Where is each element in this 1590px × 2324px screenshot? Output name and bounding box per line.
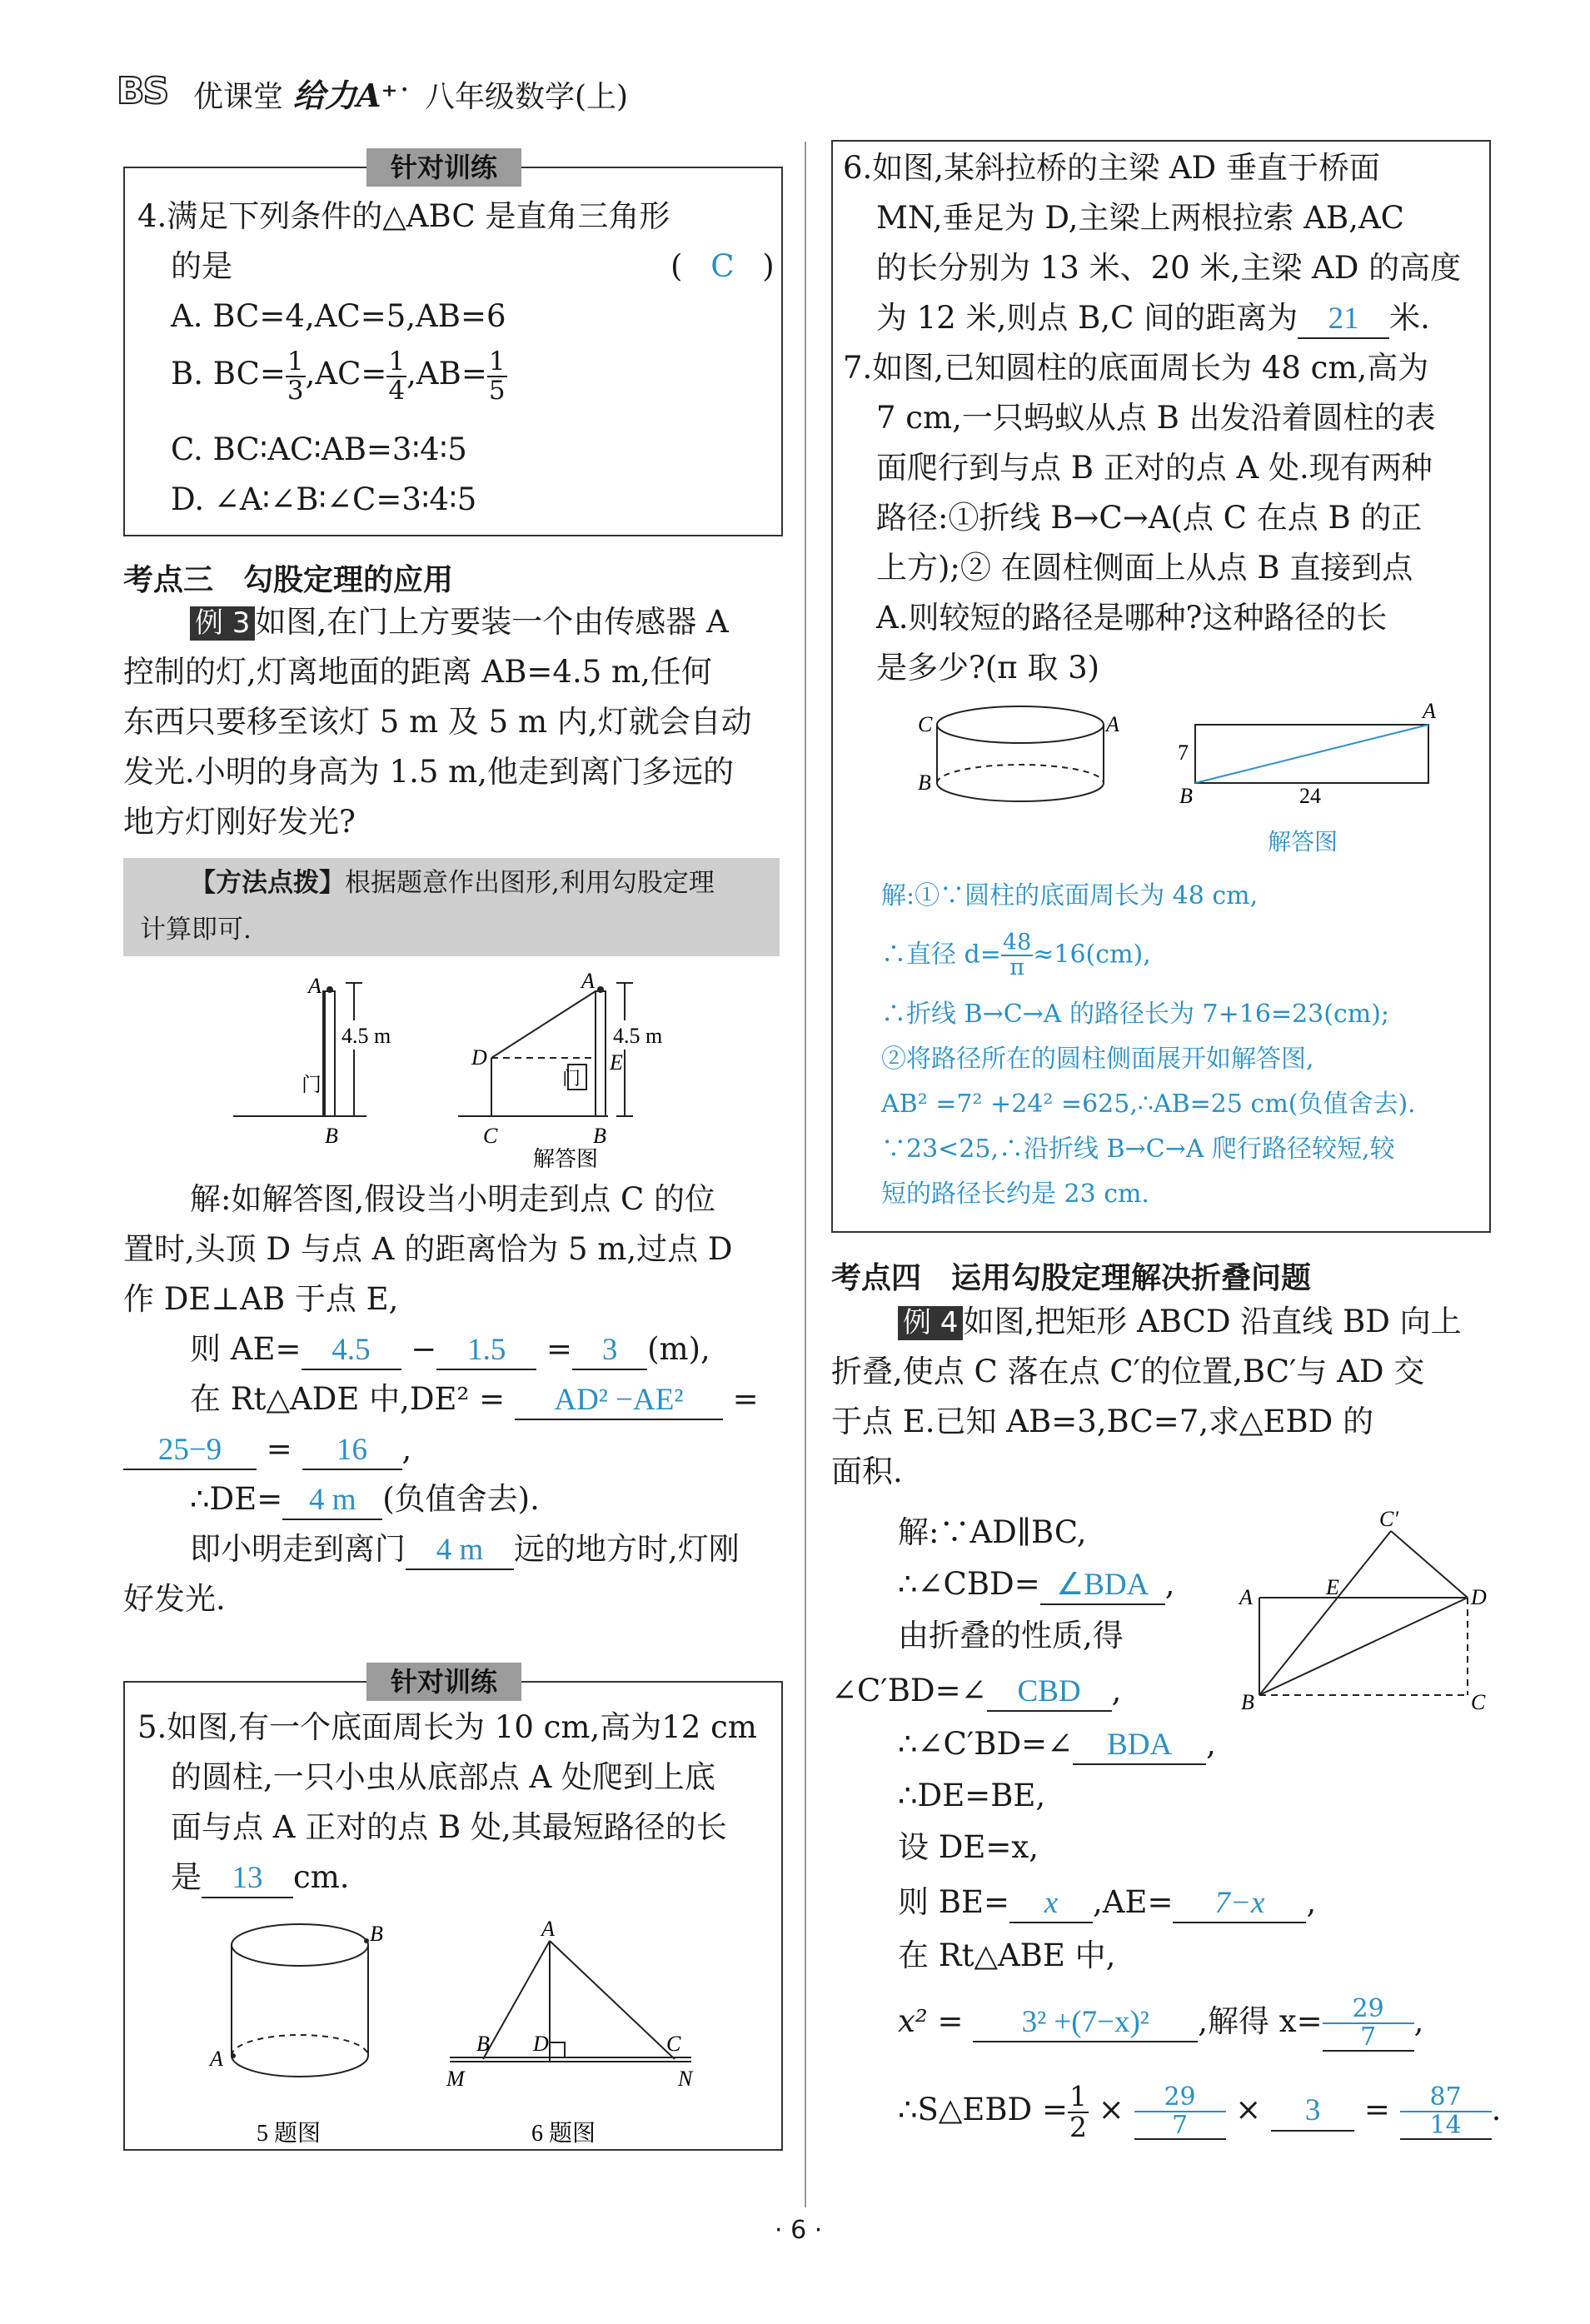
q6-line: 6.如图,某斜拉桥的主梁 AD 垂直于桥面: [843, 150, 1380, 186]
sol4-line: 设 DE=x,: [898, 1829, 1039, 1865]
label-height: 7: [1178, 741, 1189, 765]
q6-line: 的长分别为 13 米、20 米,主梁 AD 的高度: [876, 250, 1462, 286]
example-3-line: 东西只要移至该灯 5 m 及 5 m 内,灯就会自动: [123, 704, 752, 740]
example-label: 例 4: [898, 1306, 963, 1340]
label-a: A: [210, 2047, 223, 2071]
label-c: C: [483, 1124, 498, 1148]
example-4-line: 折叠,使点 C 落在点 C′的位置,BC′与 AD 交: [831, 1354, 1425, 1389]
section-title-kp3: 考点三 勾股定理的应用: [123, 563, 454, 597]
label-c-prime: C′: [1379, 1508, 1399, 1531]
sol3-line: 作 DE⊥AB 于点 E,: [123, 1281, 399, 1317]
blank: 3: [1271, 2092, 1354, 2131]
figure-ex4: [1233, 1508, 1491, 1716]
label-e: E: [610, 1050, 623, 1075]
q4-option-b: B. BC= $\frac{1}{3}$ ,AC= $\frac{1}{4}$ ,AB= $\frac{1}{5}$: [171, 347, 506, 406]
q5-line: 的圆柱,一只小虫从底部点 A 处爬到上底: [171, 1759, 716, 1795]
method-tip-line-1: 【方法点拨】根据题意作出图形,利用勾股定理: [190, 868, 715, 898]
label-door: 门: [302, 1075, 321, 1096]
fraction: $\frac{29}{7}$: [1134, 2084, 1226, 2140]
q7-line: 是多少?(π 取 3): [876, 650, 1100, 686]
column-divider: [805, 142, 806, 2207]
label-b2: B: [593, 1124, 606, 1148]
label-c: C: [918, 712, 933, 736]
example-4-line: 面积.: [831, 1454, 903, 1489]
example-4: 例 4 如图,把矩形 ABCD 沿直线 BD 向上: [898, 1304, 1462, 1340]
label-d: D: [471, 1045, 487, 1070]
drill-tag: 针对训练: [366, 148, 521, 187]
label-height2: 4.5 m: [613, 1024, 663, 1048]
blank: 13: [202, 1860, 293, 1898]
label-b: B: [325, 1124, 338, 1148]
logo: BS: [117, 70, 168, 112]
q4-stem-2: 的是: [171, 248, 232, 284]
fraction: $\frac{87}{14}$: [1400, 2084, 1492, 2140]
label-b: B: [476, 2032, 490, 2056]
fraction: $\frac{48}{\pi}$: [1002, 930, 1032, 981]
sol3-calc: 25−9 = 16 ,: [123, 1431, 411, 1470]
example-4-line: 于点 E.已知 AB=3,BC=7,求△EBD 的: [831, 1404, 1374, 1439]
blank: 3: [572, 1332, 647, 1370]
figure-q7: [908, 691, 1474, 866]
blank: 7−x: [1173, 1885, 1306, 1923]
label-a: A: [308, 974, 321, 998]
q7-line: 7 cm,一只蚂蚁从点 B 出发沿着圆柱的表: [876, 400, 1436, 436]
sol4-cprime: ∠C′BD=∠ CBD ,: [831, 1673, 1121, 1712]
q7-solution: ∴折线 B→C→A 的路径长为 7+16=23(cm);: [881, 1000, 1390, 1029]
blank: BDA: [1073, 1727, 1206, 1765]
sol4-area: ∴S△EBD = $\frac{1}{2}$ × $\frac{29}{7}$ × 3 = $\frac{87}{14}$ .: [898, 2080, 1502, 2143]
method-tip-line-2: 计算即可.: [140, 915, 252, 945]
blank: 3² +(7−x)²: [973, 2004, 1198, 2042]
blank: 4 m: [406, 1532, 514, 1570]
label-width: 24: [1299, 784, 1321, 808]
example-3: 例 3 如图,在门上方要装一个由传感器 A: [190, 604, 729, 641]
q4-stem: 4.满足下列条件的△ABC 是直角三角形: [137, 198, 670, 234]
page-number: · 6 ·: [775, 2216, 823, 2245]
blank: 4 m: [282, 1482, 382, 1520]
blank: 16: [302, 1432, 402, 1470]
series-title: 优课堂: [193, 80, 284, 114]
sol4-be: 则 BE= x ,AE= 7−x ,: [898, 1884, 1316, 1923]
label-c: C: [666, 2032, 681, 2056]
q6-answer-line: 为 12 米,则点 B,C 间的距离为 21 米.: [876, 300, 1430, 339]
label-c: C: [1471, 1690, 1486, 1714]
q7-solution: 短的路径长约是 23 cm.: [881, 1179, 1150, 1209]
figure-caption: 5 题图: [257, 2121, 321, 2147]
grade-title: 八年级数学(上): [425, 80, 629, 114]
label-d: D: [1471, 1585, 1487, 1609]
sol3-line: 解:如解答图,假设当小明走到点 C 的位: [190, 1181, 716, 1217]
sol4-line: 在 Rt△ABE 中,: [898, 1937, 1116, 1973]
label-m: M: [446, 2067, 465, 2091]
q4-option-c: C. BC∶AC∶AB=3∶4∶5: [171, 431, 467, 467]
fraction: $\frac{1}{3}$: [287, 347, 304, 406]
q7-solution: ∵23<25,∴沿折线 B→C→A 爬行路径较短,较: [881, 1135, 1395, 1164]
sol3-line: 置时,头顶 D 与点 A 的距离恰为 5 m,过点 D: [123, 1231, 733, 1267]
fraction: $\frac{1}{4}$: [388, 347, 406, 406]
label-b: B: [1241, 1690, 1254, 1714]
figure-caption: 6 题图: [531, 2121, 596, 2147]
q6-line: MN,垂足为 D,主梁上两根拉索 AB,AC: [876, 200, 1404, 236]
figure-caption: 解答图: [533, 1147, 599, 1171]
label-a: A: [1106, 712, 1119, 736]
fraction: $\frac{29}{7}$: [1323, 1996, 1414, 2052]
sol3-ae: 则 AE= 4.5 − 1.5 = 3 (m),: [190, 1331, 710, 1370]
blank: 21: [1298, 301, 1389, 339]
q5-answer-line: 是 13 cm.: [171, 1859, 350, 1898]
header: BS 优课堂 给力A⁺ · 八年级数学(上): [117, 70, 629, 114]
q4-answer-paren: ( C ): [670, 248, 775, 284]
q7-line: 7.如图,已知圆柱的底面周长为 48 cm,高为: [843, 350, 1429, 386]
blank: 4.5: [302, 1332, 401, 1370]
example-3-line: 控制的灯,灯离地面的距离 AB=4.5 m,任何: [123, 654, 712, 690]
q4-option-a: A. BC=4,AC=5,AB=6: [171, 298, 506, 334]
label-b: B: [918, 771, 931, 795]
figure-q5: [200, 1908, 400, 2149]
sol3-conclusion: 即小明走到离门 4 m 远的地方时,灯刚: [190, 1531, 740, 1570]
sol4-line: 由折叠的性质,得: [898, 1618, 1124, 1653]
q7-line: 面爬行到与点 B 正对的点 A 处.现有两种: [876, 450, 1433, 486]
example-label: 例 3: [190, 606, 255, 641]
figure-ex3: [225, 966, 691, 1183]
drill-tag: 针对训练: [366, 1663, 521, 1701]
label-a: A: [541, 1917, 555, 1941]
blank: 1.5: [436, 1332, 536, 1370]
q7-line: A.则较短的路径是哪种?这种路径的长: [876, 600, 1388, 636]
q5-line: 面与点 A 正对的点 B 处,其最短路径的长: [171, 1809, 727, 1845]
sol3-line: 好发光.: [123, 1581, 226, 1617]
sol4-cprime2: ∴∠C′BD=∠ BDA ,: [898, 1726, 1216, 1765]
section-title-kp4: 考点四 运用勾股定理解决折叠问题: [831, 1261, 1312, 1295]
q7-solution: AB² =7² +24² =625,∴AB=25 cm(负值舍去).: [881, 1090, 1416, 1119]
blank: ∠BDA: [1040, 1567, 1165, 1605]
example-3-line: 地方灯刚好发光?: [123, 804, 356, 840]
sol4-line: 解:∵AD∥BC,: [898, 1514, 1087, 1550]
q7-solution-diameter: ∴直径 d= $\frac{48}{\pi}$ ≈16(cm),: [881, 930, 1151, 981]
blank: x: [1009, 1885, 1093, 1923]
label-height: 4.5 m: [341, 1024, 391, 1048]
q7-solution: ②将路径所在的圆柱侧面展开如解答图,: [881, 1045, 1314, 1074]
q4-option-d: D. ∠A∶∠B∶∠C=3∶4∶5: [171, 481, 477, 517]
label-d: D: [533, 2032, 549, 2056]
q7-line: 路径:①折线 B→C→A(点 C 在点 B 的正: [876, 500, 1423, 536]
label-a2: A: [1423, 699, 1436, 723]
figure-caption: 解答图: [1268, 830, 1338, 855]
label-b2: B: [1179, 784, 1193, 808]
q4-answer: C: [710, 248, 735, 284]
figure-q6: [433, 1916, 716, 2149]
example-3-line: 发光.小明的身高为 1.5 m,他走到离门多远的: [123, 754, 734, 790]
sol3-de2: 在 Rt△ADE 中,DE² = AD² −AE² =: [190, 1381, 759, 1420]
label-e: E: [1326, 1575, 1339, 1599]
label-a: A: [1239, 1585, 1253, 1609]
sol4-equation: x² = 3² +(7−x)² ,解得 x= $\frac{29}{7}$ ,: [898, 1994, 1424, 2052]
sol4-cbd: ∴∠CBD= ∠BDA ,: [898, 1566, 1174, 1605]
q7-solution: 解:①∵圆柱的底面周长为 48 cm,: [881, 881, 1259, 910]
q5-line: 5.如图,有一个底面周长为 10 cm,高为12 cm: [137, 1709, 757, 1745]
label-b: B: [370, 1922, 383, 1946]
q7-line: 上方);② 在圆柱侧面上从点 B 直接到点: [876, 550, 1413, 586]
label-a2: A: [581, 969, 595, 993]
blank: AD² −AE²: [515, 1382, 723, 1420]
label-door2: 门: [562, 1068, 581, 1089]
fraction: $\frac{1}{2}$: [1069, 2080, 1087, 2143]
brand-mark: 给力A⁺: [293, 77, 398, 114]
sol4-line: ∴DE=BE,: [898, 1778, 1046, 1813]
fraction: $\frac{1}{5}$: [488, 347, 506, 406]
sol3-de: ∴DE= 4 m (负值舍去).: [190, 1481, 540, 1520]
label-n: N: [678, 2067, 693, 2091]
blank: 25−9: [123, 1432, 257, 1470]
blank: CBD: [987, 1673, 1112, 1712]
